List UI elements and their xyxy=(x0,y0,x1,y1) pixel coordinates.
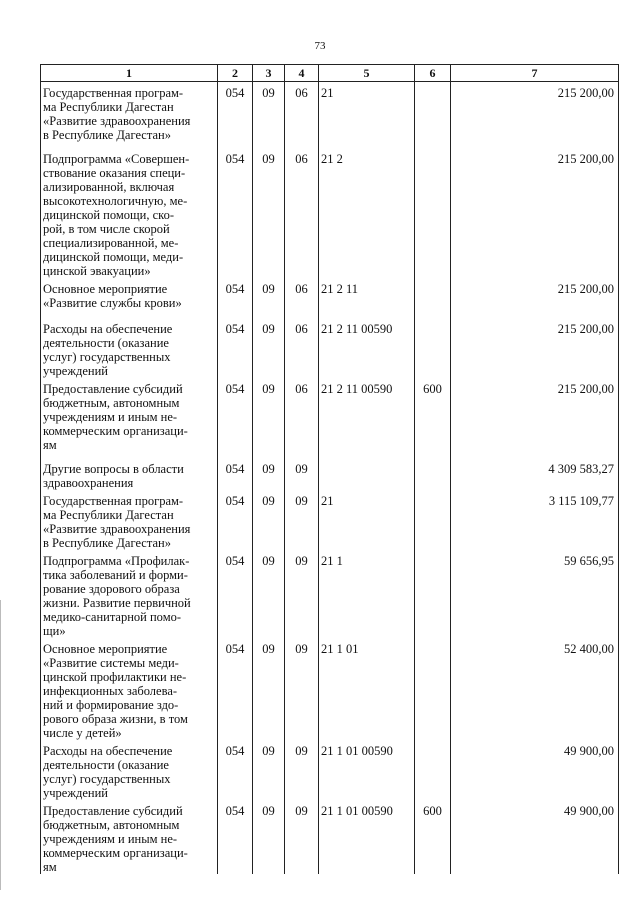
amount-cell: 59 656,95 xyxy=(451,550,619,638)
ministry-code-cell: 054 xyxy=(218,378,253,458)
scan-edge-line xyxy=(0,600,1,890)
page-number: 73 xyxy=(314,40,326,52)
subsection-code-cell: 06 xyxy=(285,148,319,278)
amount-cell: 215 200,00 xyxy=(451,378,619,458)
table-body xyxy=(41,82,619,874)
subsection-code-cell: 09 xyxy=(285,740,319,800)
budget-table xyxy=(40,64,619,874)
section-code-cell: 09 xyxy=(253,378,285,458)
ministry-code-cell: 054 xyxy=(218,318,253,378)
section-code-cell: 09 xyxy=(253,148,285,278)
expense-type-cell xyxy=(415,82,451,148)
subsection-code-cell: 06 xyxy=(285,82,319,148)
expense-name-cell: Другие вопросы в области здравоохранения xyxy=(41,458,218,490)
expense-name-cell: Государственная програм- ма Республики Дагестан «Развитие здравоохранения в Республике Дагестан» xyxy=(41,82,218,148)
expense-name-cell: Подпрограмма «Профилак- тика заболеваний и форми- рование здорового образа жизни. Развитие первичной медико-санитарной помо- щи» xyxy=(41,550,218,638)
table-row xyxy=(41,458,619,490)
table-header-row xyxy=(41,65,619,82)
table-row xyxy=(41,378,619,458)
expense-name-cell: Подпрограмма «Совершен- ствование оказания специ- ализированной, включая высокотехнологичную, ме- дицинской помощи, ско- рой, в том числе скорой специализированной, ме- дицинской помощи, меди- цинской эвакуации» xyxy=(41,148,218,278)
table-row xyxy=(41,638,619,740)
table-row xyxy=(41,490,619,550)
expense-type-cell: 600 xyxy=(415,800,451,874)
amount-cell: 215 200,00 xyxy=(451,318,619,378)
amount-cell: 49 900,00 xyxy=(451,800,619,874)
amount-cell: 215 200,00 xyxy=(451,278,619,318)
amount-cell: 3 115 109,77 xyxy=(451,490,619,550)
expense-type-cell xyxy=(415,550,451,638)
section-code-cell: 09 xyxy=(253,800,285,874)
expense-type-cell xyxy=(415,278,451,318)
expense-type-cell xyxy=(415,458,451,490)
section-code-cell: 09 xyxy=(253,278,285,318)
column-header: 4 xyxy=(285,65,319,82)
target-article-cell: 21 2 xyxy=(319,148,415,278)
target-article-cell: 21 1 01 00590 xyxy=(319,800,415,874)
expense-name-cell: Предоставление субсидий бюджетным, автономным учреждениям и иным не- коммерческим организаци- ям xyxy=(41,800,218,874)
table-row xyxy=(41,550,619,638)
expense-name-cell: Расходы на обеспечение деятельности (оказание услуг) государственных учреждений xyxy=(41,318,218,378)
target-article-cell: 21 2 11 xyxy=(319,278,415,318)
expense-name-cell: Предоставление субсидий бюджетным, автономным учреждениям и иным не- коммерческим организаци- ям xyxy=(41,378,218,458)
ministry-code-cell: 054 xyxy=(218,740,253,800)
column-header: 2 xyxy=(218,65,253,82)
target-article-cell: 21 xyxy=(319,82,415,148)
subsection-code-cell: 06 xyxy=(285,318,319,378)
column-header: 3 xyxy=(253,65,285,82)
column-header: 6 xyxy=(415,65,451,82)
subsection-code-cell: 09 xyxy=(285,490,319,550)
amount-cell: 52 400,00 xyxy=(451,638,619,740)
expense-name-cell: Основное мероприятие «Развитие системы меди- цинской профилактики не- инфекционных заболева- ний и формирование здо- рового образа жизни, в том числе у детей» xyxy=(41,638,218,740)
target-article-cell: 21 xyxy=(319,490,415,550)
subsection-code-cell: 06 xyxy=(285,278,319,318)
expense-name-cell: Расходы на обеспечение деятельности (оказание услуг) государственных учреждений xyxy=(41,740,218,800)
table-row xyxy=(41,740,619,800)
section-code-cell: 09 xyxy=(253,638,285,740)
target-article-cell xyxy=(319,458,415,490)
table-row xyxy=(41,800,619,874)
ministry-code-cell: 054 xyxy=(218,800,253,874)
column-header: 1 xyxy=(41,65,218,82)
subsection-code-cell: 09 xyxy=(285,550,319,638)
subsection-code-cell: 09 xyxy=(285,458,319,490)
expense-type-cell xyxy=(415,638,451,740)
section-code-cell: 09 xyxy=(253,740,285,800)
section-code-cell: 09 xyxy=(253,490,285,550)
column-header: 5 xyxy=(319,65,415,82)
expense-type-cell xyxy=(415,318,451,378)
amount-cell: 4 309 583,27 xyxy=(451,458,619,490)
column-header: 7 xyxy=(451,65,619,82)
section-code-cell: 09 xyxy=(253,550,285,638)
amount-cell: 215 200,00 xyxy=(451,82,619,148)
ministry-code-cell: 054 xyxy=(218,550,253,638)
expense-name-cell: Государственная програм- ма Республики Дагестан «Развитие здравоохранения в Республике Дагестан» xyxy=(41,490,218,550)
ministry-code-cell: 054 xyxy=(218,458,253,490)
target-article-cell: 21 1 01 00590 xyxy=(319,740,415,800)
subsection-code-cell: 09 xyxy=(285,638,319,740)
expense-type-cell xyxy=(415,490,451,550)
table-row xyxy=(41,148,619,278)
amount-cell: 215 200,00 xyxy=(451,148,619,278)
section-code-cell: 09 xyxy=(253,82,285,148)
amount-cell: 49 900,00 xyxy=(451,740,619,800)
target-article-cell: 21 2 11 00590 xyxy=(319,318,415,378)
subsection-code-cell: 06 xyxy=(285,378,319,458)
expense-name-cell: Основное мероприятие «Развитие службы крови» xyxy=(41,278,218,318)
section-code-cell: 09 xyxy=(253,318,285,378)
ministry-code-cell: 054 xyxy=(218,638,253,740)
table-row xyxy=(41,278,619,318)
expense-type-cell: 600 xyxy=(415,378,451,458)
section-code-cell: 09 xyxy=(253,458,285,490)
ministry-code-cell: 054 xyxy=(218,148,253,278)
ministry-code-cell: 054 xyxy=(218,278,253,318)
table-row xyxy=(41,318,619,378)
subsection-code-cell: 09 xyxy=(285,800,319,874)
table-row xyxy=(41,82,619,148)
target-article-cell: 21 1 01 xyxy=(319,638,415,740)
target-article-cell: 21 2 11 00590 xyxy=(319,378,415,458)
expense-type-cell xyxy=(415,740,451,800)
expense-type-cell xyxy=(415,148,451,278)
ministry-code-cell: 054 xyxy=(218,82,253,148)
target-article-cell: 21 1 xyxy=(319,550,415,638)
ministry-code-cell: 054 xyxy=(218,490,253,550)
